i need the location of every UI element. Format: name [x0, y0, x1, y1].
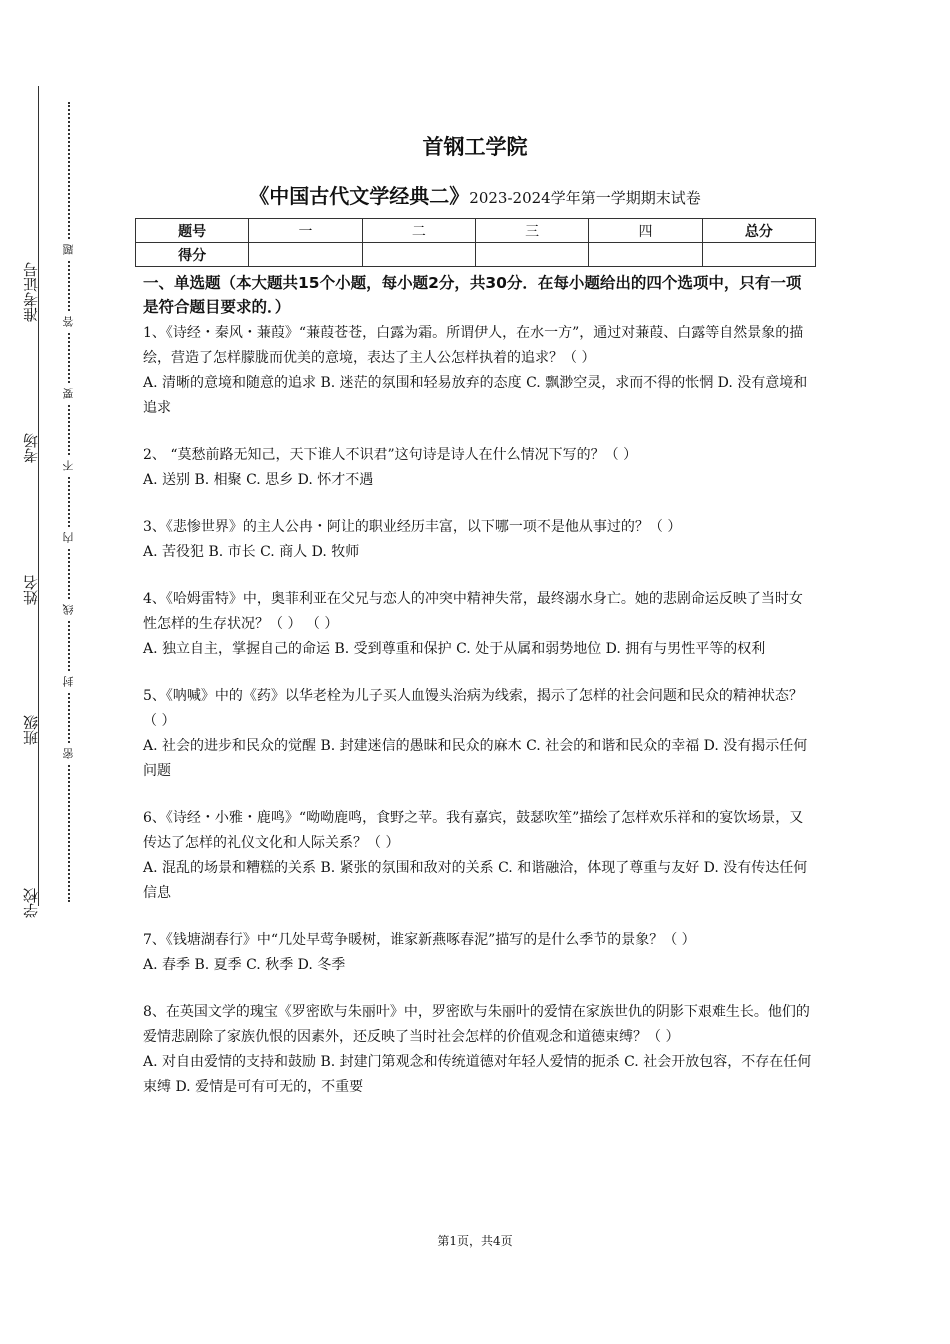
question-options: A. 苦役犯 B. 市长 C. 商人 D. 牧师: [143, 544, 360, 560]
exam-title: [0, 180, 950, 209]
header-cell: 总分: [702, 219, 815, 243]
question-stem: 3、《悲惨世界》的主人公冉・阿让的职业经历丰富，以下哪一项不是他从事过的？（ ）: [143, 519, 682, 535]
score-label-cell: 得分: [136, 243, 249, 267]
question-options: A. 春季 B. 夏季 C. 秋季 D. 冬季: [143, 957, 346, 973]
header-cell: 四: [589, 219, 702, 243]
header-cell: 题号: [136, 219, 249, 243]
score-table-score-row: [136, 243, 816, 267]
name-field: 姓名: [22, 575, 40, 605]
question-options: A. 社会的进步和民众的觉醒 B. 封建迷信的愚昧和民众的麻木 C. 社会的和谐和民众的幸福 D. 没有揭示任何问题: [143, 738, 808, 779]
exam-content: [143, 271, 815, 1122]
question-item: [143, 443, 815, 493]
exam-room-field: 考场: [22, 433, 40, 463]
score-table: [135, 218, 816, 267]
question-item: [143, 928, 815, 978]
question-options: A. 独立自主，掌握自己的命运 B. 受到尊重和保护 C. 处于从属和弱势地位 D. 拥有与男性平等的权利: [143, 641, 766, 657]
seal-char: 要: [60, 385, 78, 403]
score-table-header-row: [136, 219, 816, 243]
seal-dotted-line: [68, 102, 70, 902]
page-footer: 第1页，共4页: [437, 1234, 513, 1248]
header-cell: 三: [475, 219, 588, 243]
section-heading: 一、单选题（本大题共15个小题，每小题2分，共30分．在每小题给出的四个选项中，只有一项是符合题目要求的．）: [143, 274, 802, 316]
term-label: 2023-2024学年第一学期期末试卷: [469, 189, 701, 207]
seal-char: 线: [60, 601, 78, 619]
exam-number-field: 准考证号: [22, 262, 40, 322]
question-stem: 5、《呐喊》中的《药》以华老栓为儿子买人血馒头治病为线索，揭示了怎样的社会问题和民众的精神状态？（ ）: [143, 688, 803, 729]
header-cell: 二: [362, 219, 475, 243]
question-stem: 6、《诗经・小雅・鹿鸣》“呦呦鹿鸣，食野之苹。我有嘉宾，鼓瑟吹笙”描绘了怎样欢乐祥和的宴饮场景，又传达了怎样的礼仪文化和人际关系？（ ）: [143, 810, 804, 851]
score-cell: [362, 243, 475, 267]
question-stem: 7、《钱塘湖春行》中“几处早莺争暖树，谁家新燕啄春泥”描写的是什么季节的景象？（ ）: [143, 932, 696, 948]
question-stem: 4、《哈姆雷特》中，奥菲利亚在父兄与恋人的冲突中精神失常，最终溺水身亡。她的悲剧命运反映了当时女性怎样的生存状况？（ ） （ ）: [143, 591, 803, 632]
seal-char: 内: [60, 529, 78, 547]
question-item: [143, 515, 815, 565]
school-field: 学校: [22, 888, 40, 918]
question-options: A. 混乱的场景和糟糕的关系 B. 紧张的氛围和敌对的关系 C. 和谐融洽，体现了尊重与友好 D. 没有传达任何信息: [143, 860, 808, 901]
question-item: [143, 321, 815, 421]
seal-char: 密: [60, 745, 78, 763]
score-cell: [589, 243, 702, 267]
seal-char: 封: [60, 673, 78, 691]
question-options: A. 对自由爱情的支持和鼓励 B. 封建门第观念和传统道德对年轻人爱情的扼杀 C. 社会开放包容，不存在任何束缚 D. 爱情是可有可无的，不重要: [143, 1054, 812, 1095]
question-item: [143, 1000, 815, 1100]
score-cell: [249, 243, 362, 267]
question-options: A. 送别 B. 相聚 C. 思乡 D. 怀才不遇: [143, 472, 374, 488]
seal-char: 答: [60, 313, 78, 331]
seal-char: 题: [60, 241, 78, 259]
header-cell: 一: [249, 219, 362, 243]
binding-solid-line: [38, 86, 39, 906]
question-item: [143, 806, 815, 906]
question-stem: 8、在英国文学的瑰宝《罗密欧与朱丽叶》中，罗密欧与朱丽叶的爱情在家族世仇的阴影下艰难生长。他们的爱情悲剧除了家族仇恨的因素外，还反映了当时社会怎样的价值观念和道德束缚？（ ）: [143, 1004, 810, 1045]
question-item: [143, 684, 815, 784]
question-options: A. 清晰的意境和随意的追求 B. 迷茫的氛围和轻易放弃的态度 C. 飘渺空灵，求而不得的怅惘 D. 没有意境和追求: [143, 375, 808, 416]
score-cell: [475, 243, 588, 267]
course-title: 《中国古代文学经典二》: [249, 184, 470, 208]
question-stem: 1、《诗经・秦风・蒹葭》“蒹葭苍苍，白露为霜。所谓伊人，在水一方”，通过对蒹葭、白露等自然景象的描绘，营造了怎样朦胧而优美的意境，表达了主人公怎样执着的追求？（ ）: [143, 325, 804, 366]
class-field: 班级: [22, 715, 40, 745]
seal-char: 不: [60, 457, 78, 475]
school-name: 首钢工学院: [422, 135, 528, 159]
question-stem: 2、 “莫愁前路无知己，天下谁人不识君”这句诗是诗人在什么情况下写的？（ ）: [143, 447, 638, 463]
question-item: [143, 587, 815, 662]
score-cell: [702, 243, 815, 267]
